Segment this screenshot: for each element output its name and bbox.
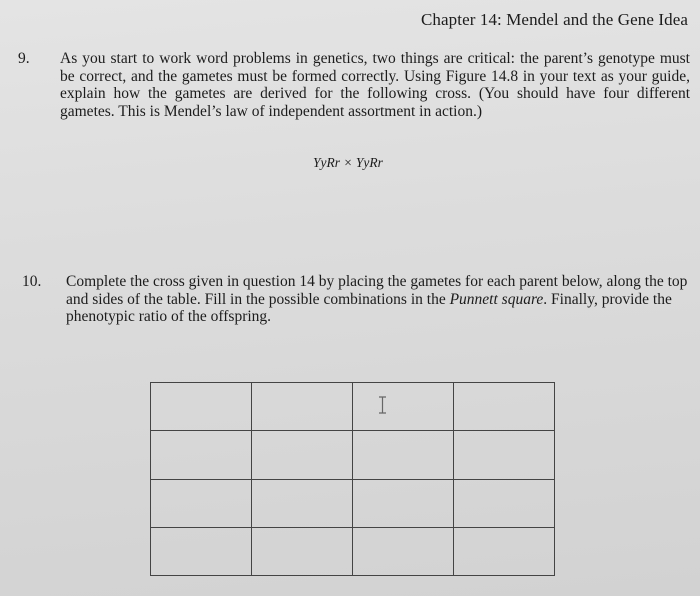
question-10-text-part1: Complete the cross given in question 14 by placing the gametes for each parent below, along the top and sides of the table. Fill in the possible combinations in the xyxy=(66,273,688,308)
punnett-cell[interactable] xyxy=(252,527,353,575)
chapter-title: Chapter 14: Mendel and the Gene Idea xyxy=(420,10,688,29)
punnett-row xyxy=(151,527,555,575)
punnett-cell[interactable] xyxy=(353,383,454,431)
punnett-cell[interactable] xyxy=(454,479,555,527)
punnett-cell[interactable] xyxy=(454,383,555,431)
punnett-cell[interactable] xyxy=(252,383,353,431)
question-10-number: 10. xyxy=(22,273,42,290)
question-9-text: As you start to work word problems in genetics, two things are critical: the parent’s genotype must be correct, and the gametes must be formed correctly. Using Figure 14.8 in your text as your guide, explain how the gametes are derived for the following cross. (You should have four different gametes. This is Mendel’s law of independent assortment in action.) xyxy=(60,50,690,120)
punnett-cell[interactable] xyxy=(151,527,252,575)
question-9-number: 9. xyxy=(18,50,30,67)
text-cursor-icon xyxy=(378,396,387,414)
punnett-cell[interactable] xyxy=(353,479,454,527)
punnett-row xyxy=(151,383,555,431)
punnett-cell[interactable] xyxy=(252,479,353,527)
punnett-cell[interactable] xyxy=(151,479,252,527)
punnett-cell[interactable] xyxy=(454,431,555,479)
punnett-cell[interactable] xyxy=(252,431,353,479)
punnett-cell[interactable] xyxy=(454,527,555,575)
punnett-row xyxy=(151,479,555,527)
punnett-row xyxy=(151,431,555,479)
punnett-table xyxy=(150,382,555,576)
punnett-cell[interactable] xyxy=(151,383,252,431)
punnett-square-term: Punnett square xyxy=(449,290,544,308)
question-10-text-part2: . Finally, provide the phenotypic ratio of the offspring. xyxy=(66,290,672,325)
question-10-text xyxy=(66,273,688,326)
punnett-square xyxy=(150,382,555,576)
punnett-cell[interactable] xyxy=(353,431,454,479)
punnett-cell[interactable] xyxy=(151,431,252,479)
punnett-cell[interactable] xyxy=(353,527,454,575)
genetic-cross: YyRr × YyRr xyxy=(313,155,383,170)
